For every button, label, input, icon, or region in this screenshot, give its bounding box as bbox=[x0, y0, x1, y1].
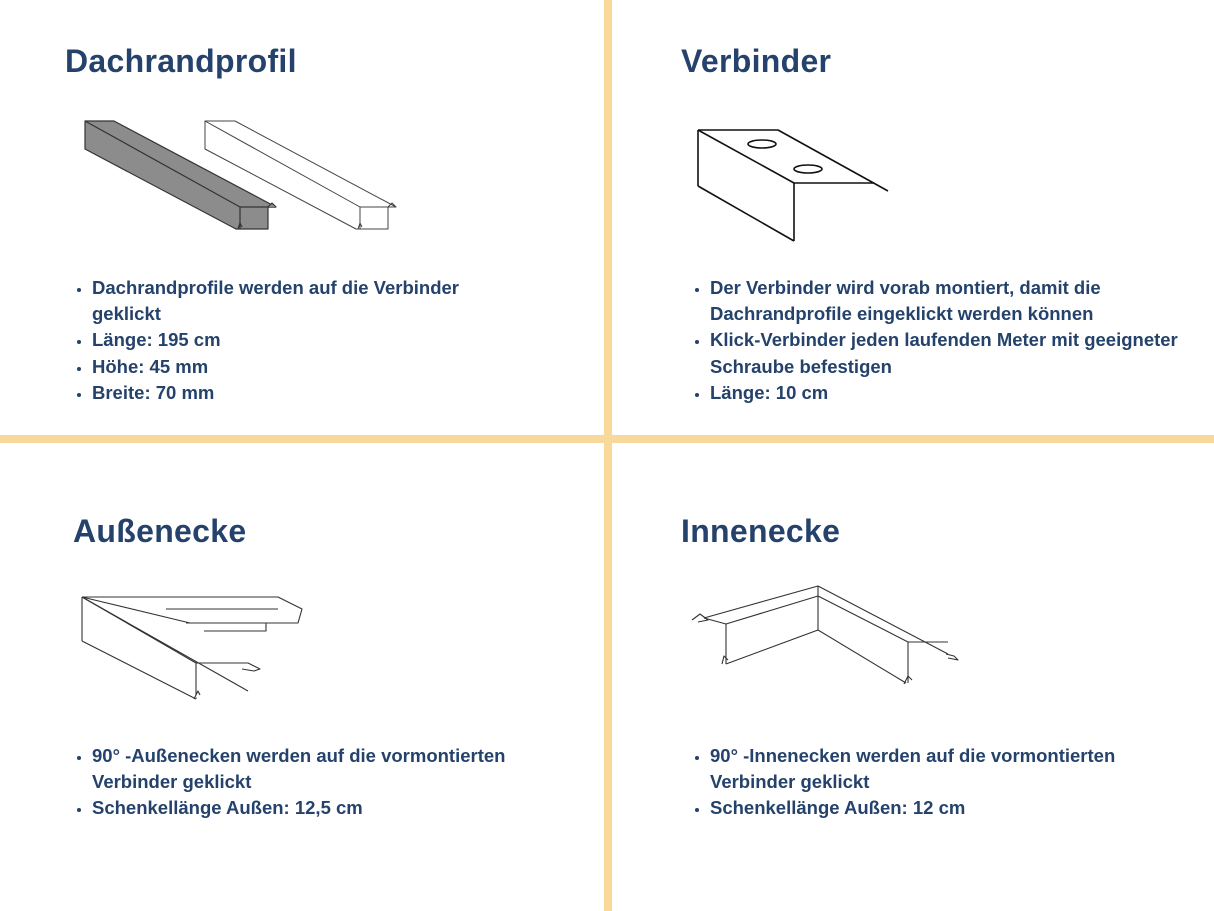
panel-title: Innenecke bbox=[681, 513, 841, 549]
spec-item: • 90° -Innenecken werden auf die vormontierten Verbinder geklickt bbox=[710, 743, 1180, 795]
spec-item: • Schenkellänge Außen: 12 cm bbox=[710, 795, 1180, 821]
panel-title: Verbinder bbox=[681, 43, 832, 79]
spec-list bbox=[692, 743, 1180, 822]
panel-title: Dachrandprofil bbox=[65, 43, 297, 79]
spec-item: • Klick-Verbinder jeden laufenden Meter mit geeigneter Schraube befestigen bbox=[710, 327, 1180, 379]
spec-list bbox=[74, 275, 522, 406]
spec-item: • Breite: 70 mm bbox=[92, 380, 522, 406]
aussenecke-drawing bbox=[78, 591, 308, 706]
spec-list bbox=[692, 275, 1180, 406]
spec-item: • 90° -Außenecken werden auf die vormontierten Verbinder geklickt bbox=[92, 743, 562, 795]
spec-item: • Dachrandprofile werden auf die Verbinder geklickt bbox=[92, 275, 522, 327]
spec-item: • Höhe: 45 mm bbox=[92, 354, 522, 380]
panel-aussenecke bbox=[0, 443, 604, 911]
verbinder-drawing bbox=[696, 128, 896, 248]
spec-item: • Der Verbinder wird vorab montiert, damit die Dachrandprofile eingeklickt werden können bbox=[710, 275, 1180, 327]
spec-item: • Schenkellänge Außen: 12,5 cm bbox=[92, 795, 562, 821]
dachrandprofil-drawing bbox=[80, 115, 420, 245]
vertical-divider bbox=[604, 0, 612, 911]
spec-list bbox=[74, 743, 562, 822]
spec-item: • Länge: 10 cm bbox=[710, 380, 1180, 406]
spec-item: • Länge: 195 cm bbox=[92, 327, 522, 353]
innenecke-drawing bbox=[690, 580, 970, 695]
panel-verbinder bbox=[612, 0, 1214, 435]
horizontal-divider bbox=[0, 435, 1214, 443]
panel-innenecke bbox=[612, 443, 1214, 911]
panel-dachrandprofil bbox=[0, 0, 604, 435]
panel-title: Außenecke bbox=[73, 513, 247, 549]
